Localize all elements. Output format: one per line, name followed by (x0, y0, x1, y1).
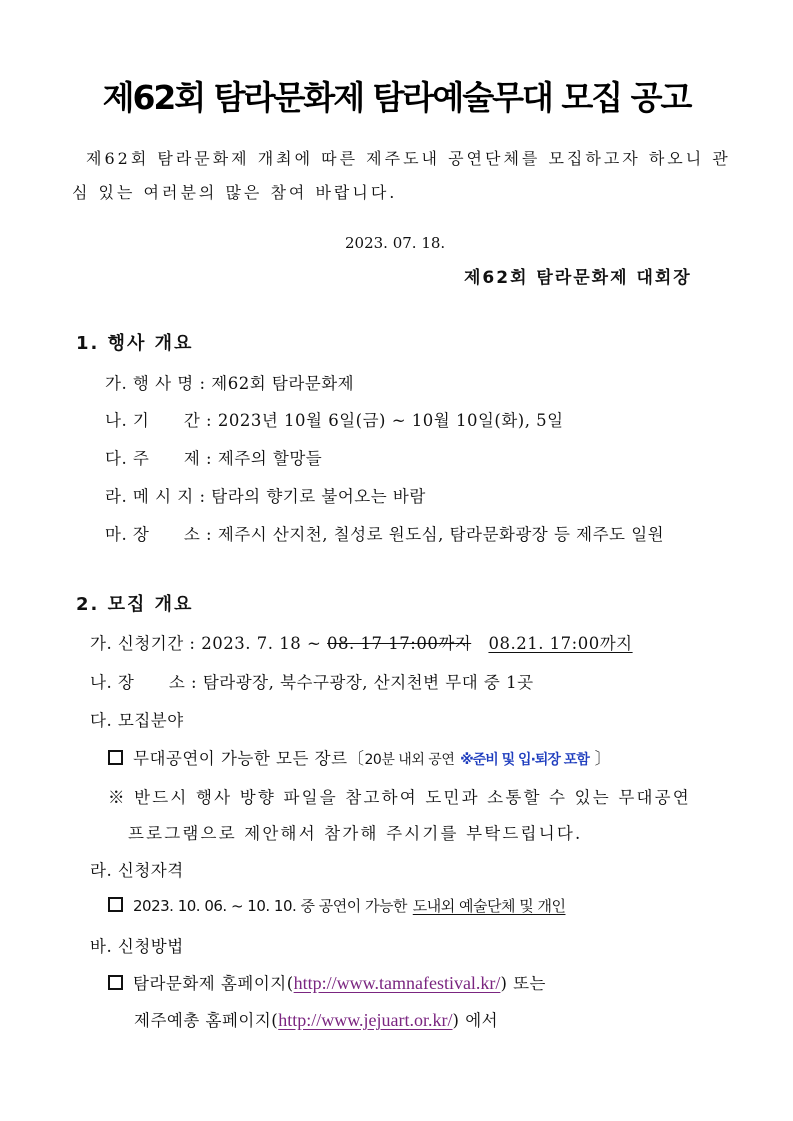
page-title: 제62회 탐라문화제 탐라예술무대 모집 공고 (102, 78, 691, 117)
recruit-field-close: 〕 (594, 749, 612, 768)
tamnafestival-link[interactable]: http://www.tamnafestival.kr/ (293, 973, 501, 993)
intro-line-2: 심 있는 여러분의 많은 참여 바랍니다. (72, 183, 398, 202)
section2-heading: 2. 모집 개요 (76, 594, 194, 615)
recruit-field-note: ※준비 및 입·퇴장 포함 (460, 752, 589, 768)
method-line-2 (134, 1007, 498, 1031)
method-line-1-text: 탐라문화제 홈페이지( (133, 974, 294, 993)
event-theme-value: 제주의 할망들 (217, 449, 323, 468)
note-line-2: 프로그램으로 제안해서 참가해 주시기를 부탁드립니다. (128, 824, 583, 843)
method-line-2-text: 제주예총 홈페이지( (134, 1011, 279, 1030)
qualification-item (108, 895, 565, 916)
jejuart-link[interactable]: http://www.jejuart.or.kr/ (278, 1010, 453, 1030)
application-period-new-deadline: 08.21. 17:00까지 (488, 634, 633, 653)
method-line-1-suffix: ) 또는 (500, 974, 546, 993)
stage-venue-label: 나. 장 소 : (90, 673, 198, 692)
recruit-field-text: 무대공연이 가능한 모든 장르〔 (133, 749, 365, 768)
event-theme-label: 다. 주 제 : (105, 449, 213, 468)
application-period-start: 2023. 7. 18 ~ (201, 634, 322, 653)
event-venue-row (105, 521, 664, 545)
organizer: 제62회 탐라문화제 대회장 (464, 268, 692, 288)
section1-heading: 1. 행사 개요 (76, 333, 194, 354)
event-period-label: 나. 기 간 : (105, 411, 213, 430)
checkbox-icon (108, 897, 123, 912)
event-message-value: 탐라의 향기로 불어오는 바람 (211, 487, 426, 506)
event-name-value: 제62회 탐라문화제 (211, 374, 355, 393)
method-line-1 (108, 970, 546, 994)
event-venue-value: 제주시 산지천, 칠성로 원도심, 탐라문화광장 등 제주도 일원 (217, 525, 665, 544)
application-period-old-deadline: 08. 17 17:00까지 (327, 634, 472, 653)
checkbox-icon (108, 750, 123, 765)
event-theme-row (105, 445, 322, 469)
event-message-row (105, 483, 426, 507)
recruit-field-duration: 20분 내외 공연 (364, 752, 455, 768)
event-period-row (105, 407, 564, 431)
event-message-label: 라. 메 시 지 : (105, 487, 206, 506)
event-name-row (105, 370, 354, 394)
event-name-label: 가. 행 사 명 : (105, 374, 206, 393)
intro-line-1: 제62회 탐라문화제 개최에 따른 제주도내 공연단체를 모집하고자 하오니 관 (86, 149, 731, 168)
qualification-target: 도내외 예술단체 및 개인 (412, 897, 566, 915)
note-line-1: ※ 반드시 행사 방향 파일을 참고하여 도민과 소통할 수 있는 무대공연 (108, 788, 691, 807)
stage-venue-value: 탐라광장, 북수구광장, 산지천변 무대 중 1곳 (202, 673, 534, 692)
application-period-label: 가. 신청기간 : (90, 634, 196, 653)
qualification-text: 2023. 10. 06. ~ 10. 10. 중 공연이 가능한 (133, 897, 408, 915)
checkbox-icon (108, 975, 123, 990)
stage-venue-row (90, 669, 534, 693)
announcement-date: 2023. 07. 18. (345, 234, 446, 252)
qualification-label: 라. 신청자격 (90, 861, 184, 880)
event-period-value: 2023년 10월 6일(금) ~ 10월 10일(화), 5일 (217, 411, 564, 430)
event-venue-label: 마. 장 소 : (105, 525, 213, 544)
method-label: 바. 신청방법 (90, 937, 184, 956)
method-line-2-suffix: ) 에서 (452, 1011, 499, 1030)
recruit-field-label: 다. 모집분야 (90, 711, 184, 730)
application-period-row (90, 630, 633, 654)
recruit-field-item (108, 745, 612, 769)
